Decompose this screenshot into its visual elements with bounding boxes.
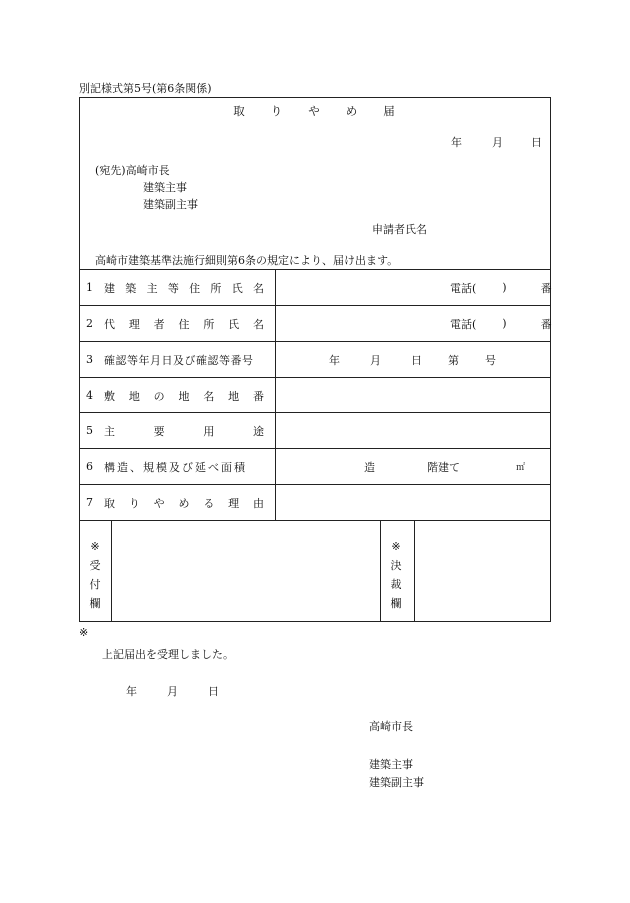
- row-6-label: [86, 449, 268, 484]
- label-char: 住: [178, 317, 190, 331]
- label-char: 所: [203, 317, 215, 331]
- decision-area[interactable]: [415, 521, 550, 621]
- row-7-label: [86, 485, 268, 520]
- floors-label: 階建て: [427, 460, 460, 474]
- structure-label: 造: [364, 460, 375, 474]
- label-char: 敷: [104, 389, 115, 403]
- month-label: 月: [167, 685, 178, 698]
- label-text: 構造、規模及び延べ面積: [104, 460, 247, 474]
- phone-label: 電話(: [450, 281, 477, 295]
- addressee-to: (宛先)高崎市長: [95, 164, 170, 177]
- title-char: 取: [233, 104, 247, 118]
- phone-suffix: 番: [540, 317, 552, 331]
- label-char: 地: [128, 389, 140, 403]
- addressee-deputy-inspector: 建築副主事: [143, 198, 198, 211]
- row-number: 1: [86, 281, 93, 294]
- label-char: 決: [390, 559, 402, 572]
- label-char: 欄: [390, 597, 402, 610]
- label-char: 途: [252, 424, 264, 438]
- dai-label: 第: [448, 353, 459, 367]
- label-char: 所: [210, 281, 222, 295]
- phone-close: ): [502, 281, 507, 294]
- label-text: 確認等年月日及び確認等番号: [104, 353, 254, 367]
- receipt-date[interactable]: [126, 683, 219, 699]
- label-char: の: [153, 389, 165, 403]
- label-char: 者: [153, 317, 165, 331]
- row-5-label: [86, 413, 268, 448]
- year-label: 年: [451, 136, 462, 149]
- label-char: 要: [153, 424, 165, 438]
- label-char: 地: [228, 389, 240, 403]
- note-mark: ※: [90, 540, 100, 553]
- row-1-label: [86, 270, 268, 305]
- go-label: 号: [485, 353, 496, 367]
- reason-field[interactable]: [276, 485, 550, 520]
- title-char: め: [345, 104, 360, 118]
- label-char: 等: [167, 281, 179, 295]
- title-char: 届: [383, 104, 397, 118]
- phone-suffix: 番: [540, 281, 552, 295]
- label-char: 主: [146, 281, 158, 295]
- label-char: 名: [203, 389, 215, 403]
- row-number: 7: [86, 496, 93, 509]
- decision-column-label: [388, 537, 404, 613]
- reception-area[interactable]: [112, 521, 380, 621]
- lot-number-field[interactable]: [276, 378, 550, 413]
- row-2-label: [86, 306, 268, 341]
- title-char: り: [270, 104, 285, 118]
- label-char: 欄: [89, 597, 101, 610]
- label-char: 氏: [231, 281, 243, 295]
- structure-scale-area-field[interactable]: [364, 449, 525, 484]
- label-char: 用: [203, 424, 215, 438]
- month-label: 月: [370, 353, 381, 367]
- inspector-signature: [369, 756, 424, 792]
- statement-text: 高崎市建築基準法施行細則第6条の規定により、届け出ます。: [95, 254, 399, 267]
- applicant-name-field[interactable]: 申請者氏名: [372, 223, 427, 236]
- form-id: 別記様式第5号(第6条関係): [79, 82, 212, 95]
- row-number: 2: [86, 317, 93, 330]
- addressee: [95, 162, 198, 213]
- day-label: 日: [411, 353, 422, 367]
- row-4-label: [86, 378, 268, 413]
- label-char: 氏: [228, 317, 240, 331]
- label-char: 築: [125, 281, 137, 295]
- label-char: や: [153, 496, 165, 510]
- label-char: 名: [252, 281, 264, 295]
- label-char: り: [128, 496, 140, 510]
- day-label: 日: [531, 136, 542, 149]
- confirmation-date-number-field[interactable]: [329, 342, 496, 377]
- row-number: 4: [86, 389, 93, 402]
- area-unit: ㎡: [516, 463, 526, 473]
- row-3-label: [86, 342, 268, 377]
- label-char: め: [178, 496, 190, 510]
- agent-phone-field[interactable]: [450, 306, 552, 341]
- label-char: 地: [178, 389, 190, 403]
- month-label: 月: [492, 136, 503, 149]
- label-char: 理: [228, 496, 240, 510]
- form-title: [0, 103, 630, 119]
- column-divider: [380, 520, 381, 622]
- label-char: 主: [104, 424, 115, 438]
- label-char: 裁: [390, 578, 402, 591]
- label-char: 名: [252, 317, 264, 331]
- label-char: 由: [252, 496, 264, 510]
- note-mark: ※: [391, 540, 401, 553]
- submission-date[interactable]: [451, 134, 542, 150]
- main-use-field[interactable]: [276, 413, 550, 448]
- label-char: 代: [104, 317, 115, 331]
- phone-label: 電話(: [450, 317, 477, 331]
- label-char: 番: [252, 389, 264, 403]
- received-text: 上記届出を受理しました。: [102, 648, 234, 661]
- mayor-signature: 高崎市長: [369, 720, 413, 733]
- label-char: 理: [128, 317, 140, 331]
- label-char: る: [203, 496, 215, 510]
- title-char: や: [308, 104, 322, 118]
- label-char: 受: [89, 559, 101, 572]
- note-mark: ※: [79, 626, 89, 639]
- day-label: 日: [208, 685, 219, 698]
- owner-phone-field[interactable]: [450, 270, 552, 305]
- deputy-inspector-label: 建築副主事: [369, 776, 424, 789]
- addressee-inspector: 建築主事: [143, 181, 187, 194]
- inspector-label: 建築主事: [369, 758, 413, 771]
- row-number: 5: [86, 424, 93, 437]
- year-label: 年: [329, 353, 340, 367]
- label-char: 取: [104, 496, 115, 510]
- label-char: 建: [104, 281, 115, 295]
- row-number: 3: [86, 353, 93, 366]
- row-number: 6: [86, 460, 93, 473]
- reception-column-label: [87, 537, 103, 613]
- phone-close: ): [502, 317, 507, 330]
- year-label: 年: [126, 685, 137, 698]
- label-char: 付: [89, 578, 101, 591]
- label-char: 住: [189, 281, 201, 295]
